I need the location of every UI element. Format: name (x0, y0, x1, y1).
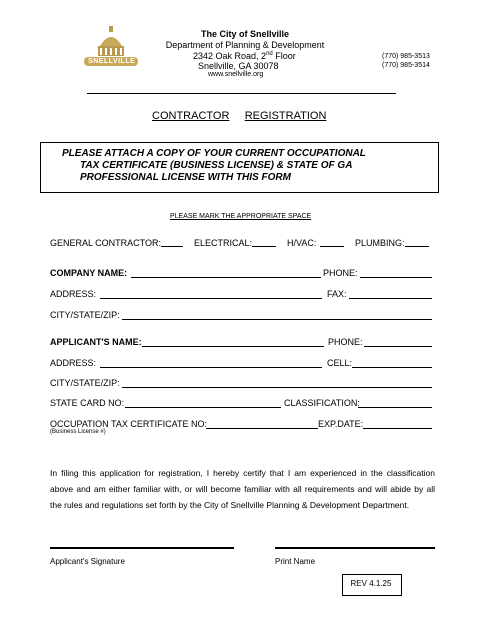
hvac-label: H/VAC: (287, 238, 317, 248)
applicant-csz-field[interactable] (122, 387, 432, 388)
notice-line-2: TAX CERTIFICATE (BUSINESS LICENSE) & STATE OF GA (80, 160, 353, 171)
certification-text (50, 465, 435, 513)
mark-instruction: PLEASE MARK THE APPROPRIATE SPACE (170, 213, 312, 220)
address-floor: Floor (272, 51, 296, 61)
title-registration: REGISTRATION (244, 110, 327, 122)
company-csz-field[interactable] (122, 319, 432, 320)
applicant-address-label: ADDRESS: (50, 358, 97, 368)
company-fax-field[interactable] (349, 298, 432, 299)
applicant-csz-label: CITY/STATE/ZIP: (50, 378, 120, 388)
business-license-note: (Business License #) (50, 429, 106, 435)
applicant-phone-field[interactable] (364, 346, 432, 347)
print-name-label: Print Name (275, 557, 316, 566)
city-state-zip: Snellville, GA 30078 (198, 61, 279, 71)
hvac-field[interactable] (320, 246, 344, 247)
notice-line-1: PLEASE ATTACH A COPY OF YOUR CURRENT OCCUPATIONAL (62, 148, 366, 159)
classification-field[interactable] (358, 407, 432, 408)
company-name-field[interactable] (131, 277, 321, 278)
fax-number: (770) 985-3514 (382, 62, 430, 69)
applicant-signature-label: Applicant's Signature (50, 557, 125, 566)
header-divider (87, 93, 396, 94)
general-contractor-field[interactable] (161, 246, 183, 247)
applicant-address-field[interactable] (100, 367, 322, 368)
notice-text (62, 148, 366, 184)
revision-label: REV 4.1.25 (350, 579, 392, 588)
exp-date-field[interactable] (363, 428, 432, 429)
general-contractor-label: GENERAL CONTRACTOR: (50, 238, 162, 248)
print-name-line[interactable] (275, 547, 435, 549)
classification-label: CLASSIFICATION: (284, 398, 360, 408)
applicant-name-field[interactable] (142, 346, 324, 347)
applicant-phone-label: PHONE: (328, 337, 363, 347)
company-fax-label: FAX: (327, 289, 347, 299)
company-name-label: COMPANY NAME: (50, 268, 128, 278)
city-logo (78, 24, 144, 70)
company-phone-label: PHONE: (323, 268, 358, 278)
state-card-field[interactable] (125, 407, 281, 408)
occupation-tax-label: OCCUPATION TAX CERTIFICATE NO: (50, 419, 208, 429)
phone-number: (770) 985-3513 (382, 53, 430, 60)
address-sup: nd (266, 51, 273, 57)
notice-line-3: PROFESSIONAL LICENSE WITH THIS FORM (80, 172, 291, 183)
company-csz-label: CITY/STATE/ZIP: (50, 310, 120, 320)
applicant-cell-label: CELL: (327, 358, 353, 368)
logo-text: SNELLVILLE (88, 58, 136, 65)
electrical-field[interactable] (252, 246, 276, 247)
certification-line-2: above and am either familiar with, or will become familiar with all requirements and will abide by all (50, 484, 435, 494)
certification-line-1: In filing this application for registration, I hereby certify that I am experienced in the classification (50, 468, 435, 478)
electrical-label: ELECTRICAL: (194, 238, 253, 248)
certification-line-3: the rules and regulations set forth by the City of Snellville Planning & Development Department. (50, 500, 410, 510)
state-card-label: STATE CARD NO: (50, 398, 125, 408)
department-name: Department of Planning & Development (165, 40, 325, 50)
plumbing-label: PLUMBING: (355, 238, 405, 248)
title-contractor: CONTRACTOR (152, 110, 230, 122)
company-phone-field[interactable] (360, 277, 432, 278)
website: www.snellville.org (208, 71, 264, 78)
signature-line[interactable] (50, 547, 234, 549)
applicant-cell-field[interactable] (352, 367, 432, 368)
city-name: The City of Snellville (200, 29, 290, 39)
form-title (152, 110, 326, 122)
company-address-field[interactable] (100, 298, 322, 299)
plumbing-field[interactable] (405, 246, 429, 247)
occupation-tax-field[interactable] (206, 428, 318, 429)
street-address (193, 51, 296, 61)
applicant-name-label: APPLICANT'S NAME: (50, 337, 142, 347)
address-main: 2342 Oak Road, 2 (193, 51, 267, 61)
exp-date-label: EXP.DATE: (318, 419, 364, 429)
company-address-label: ADDRESS: (50, 289, 97, 299)
